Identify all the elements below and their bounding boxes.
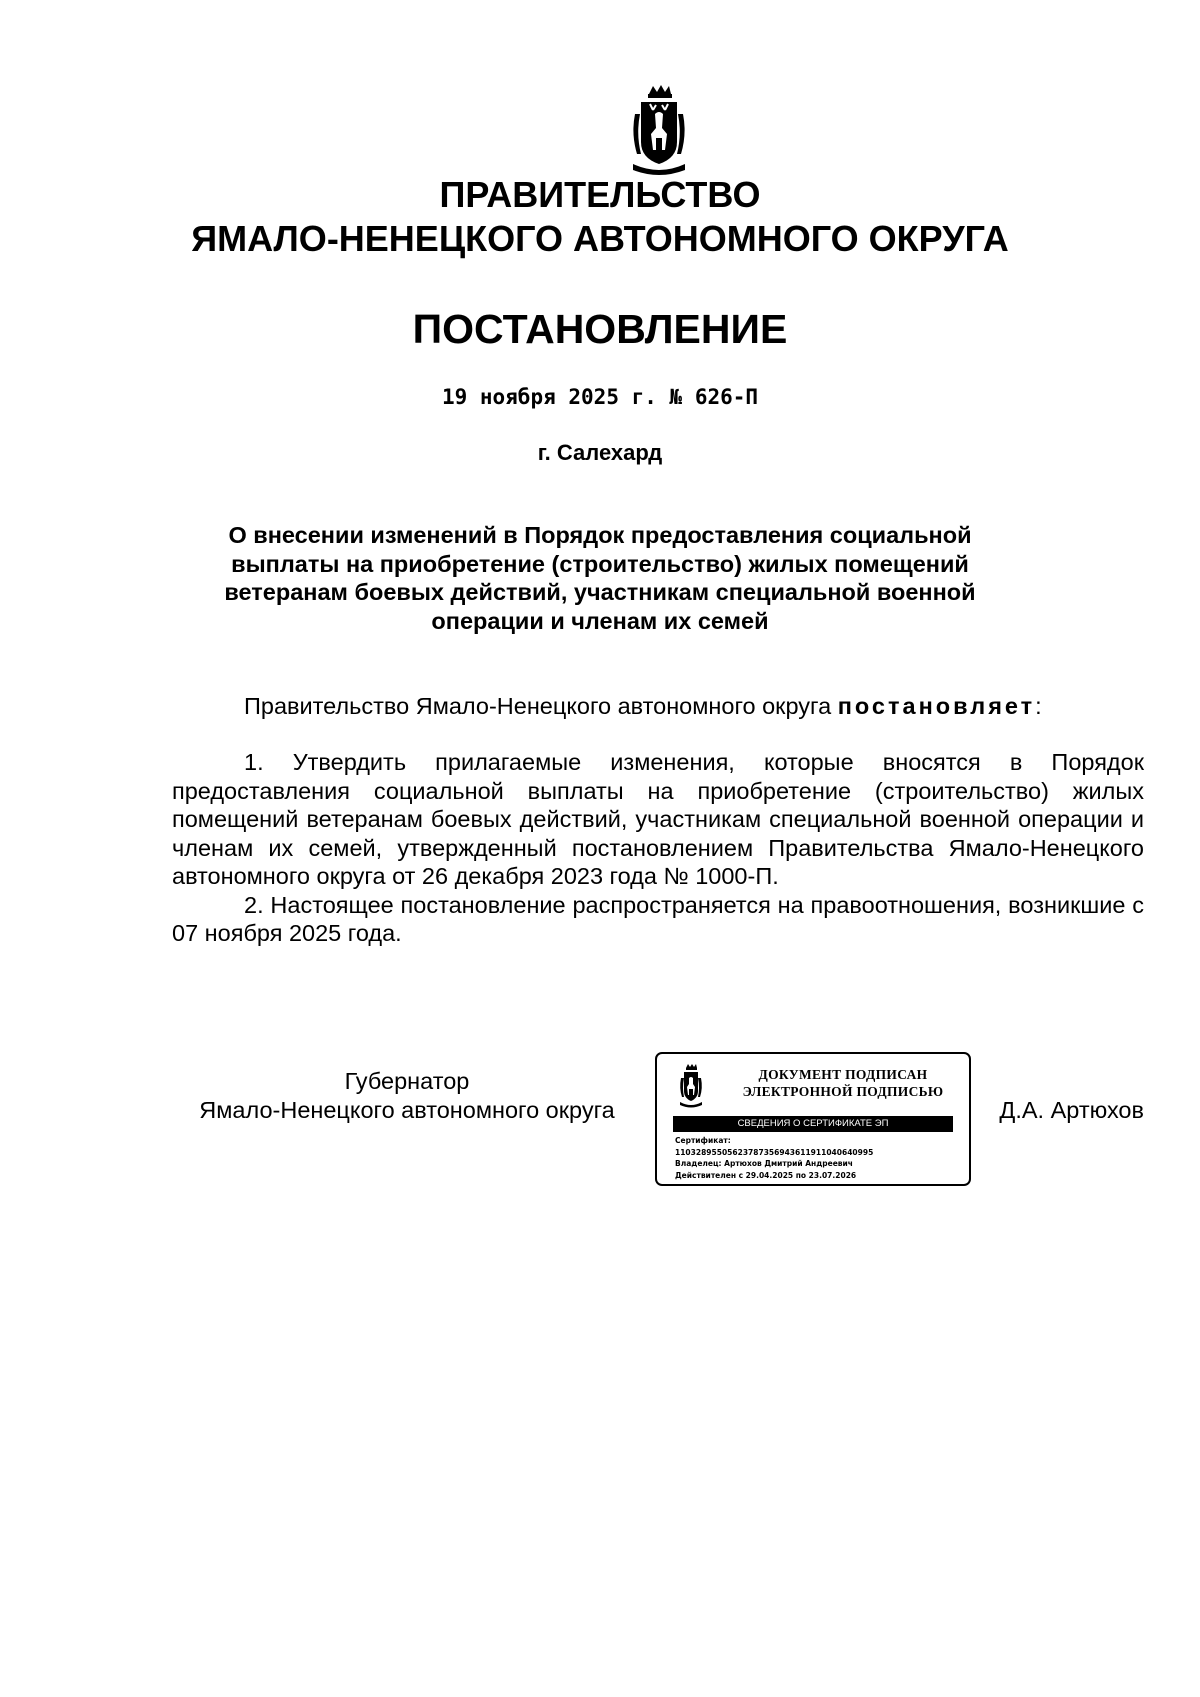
stamp-title — [717, 1066, 969, 1100]
stamp-title-line: ДОКУМЕНТ ПОДПИСАН — [758, 1067, 928, 1082]
stamp-coat-of-arms-icon — [678, 1064, 704, 1108]
preamble-keyword: постановляет — [837, 693, 1036, 719]
stamp-owner: Владелец: Артюхов Дмитрий Андреевич — [675, 1159, 853, 1168]
resolution-items — [172, 748, 1144, 948]
document-city: г. Салехард — [537, 440, 663, 465]
signer-position-title: Губернатор — [344, 1068, 470, 1094]
signer-name: Д.А. Артюхов — [999, 1097, 1144, 1123]
coat-of-arms-icon — [627, 84, 691, 176]
document-date-number: 19 ноября 2025 г. № 626-П — [441, 385, 759, 409]
preamble-text: Правительство Ямало-Ненецкого автономного округа — [244, 693, 838, 719]
preamble — [172, 692, 1144, 720]
signer-position-region: Ямало-Ненецкого автономного округа — [199, 1097, 615, 1123]
stamp-cert-number: 11032895505623787356943611911040640995 — [675, 1147, 874, 1157]
stamp-cert-label: Сертификат: — [675, 1136, 731, 1145]
stamp-title-line: ЭЛЕКТРОННОЙ ПОДПИСЬЮ — [742, 1084, 944, 1099]
heading-line: выплаты на приобретение (строительство) жилых помещений — [231, 550, 969, 577]
signer-position — [172, 1067, 642, 1125]
document-type: ПОСТАНОВЛЕНИЕ — [412, 306, 788, 352]
electronic-signature-stamp — [655, 1052, 971, 1186]
government-region-title: ЯМАЛО-НЕНЕЦКОГО АВТОНОМНОГО ОКРУГА — [191, 218, 1009, 259]
heading-line: ветеранам боевых действий, участникам специальной военной — [224, 579, 976, 605]
resolution-item-2: 2. Настоящее постановление распространяется на правоотношения, возникшие с 07 ноября 2025 года. — [172, 891, 1144, 946]
resolution-item-1: 1. Утвердить прилагаемые изменения, которые вносятся в Порядок предоставления социальной выплаты на приобретение (строительство) жилых помещений ветеранам боевых действий, участникам специальной военной операции и членам их семей, утвержденный постановлением Правительства Ямало-Ненецкого автономного округа от 26 декабря 2023 года № 1000-П. — [172, 749, 1144, 889]
stamp-certificate-info — [675, 1135, 965, 1181]
document-heading — [200, 521, 1000, 635]
government-title: ПРАВИТЕЛЬСТВО — [439, 174, 761, 215]
preamble-end: : — [1035, 693, 1042, 719]
stamp-validity: Действителен с 29.04.2025 по 23.07.2026 — [675, 1170, 857, 1180]
heading-line: О внесении изменений в Порядок предоставления социальной — [228, 522, 972, 548]
heading-line: операции и членам их семей — [431, 607, 769, 634]
stamp-certificate-bar: СВЕДЕНИЯ О СЕРТИФИКАТЕ ЭП — [673, 1116, 953, 1132]
